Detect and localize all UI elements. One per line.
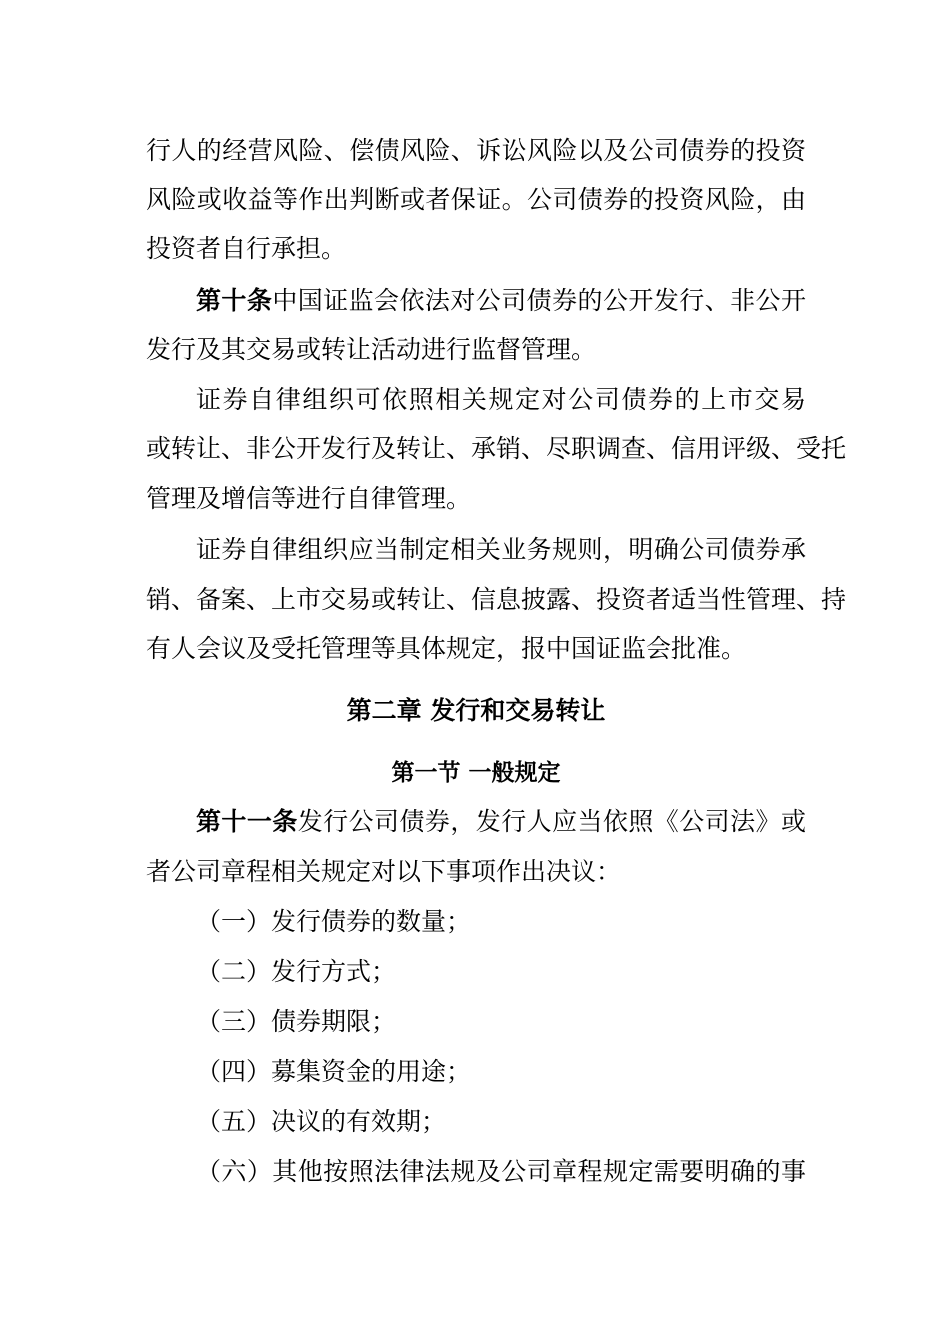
list-item: （二）发行方式； bbox=[196, 957, 397, 986]
paragraph-first-line: 证券自律组织应当制定相关业务规则，明确公司债券承 bbox=[196, 535, 806, 564]
article-text: 发行公司债券，发行人应当依照《公司法》或 bbox=[297, 807, 806, 836]
article-text: 中国证监会依法对公司债券的公开发行、非公开 bbox=[272, 286, 806, 315]
list-item: （三）债券期限； bbox=[196, 1007, 397, 1036]
paragraph-line: 销、备案、上市交易或转让、信息披露、投资者适当性管理、持 bbox=[146, 585, 847, 614]
section-heading: 第一节 一般规定 bbox=[391, 760, 561, 786]
paragraph-line: 有人会议及受托管理等具体规定，报中国证监会批准。 bbox=[146, 634, 747, 663]
chapter-heading: 第二章 发行和交易转让 bbox=[346, 696, 606, 725]
article-label: 第十一条 bbox=[196, 807, 298, 836]
paragraph-line: 管理及增信等进行自律管理。 bbox=[146, 484, 472, 513]
article-10-first-line bbox=[196, 283, 806, 319]
article-11-first-line bbox=[196, 804, 806, 840]
paragraph-line: 者公司章程相关规定对以下事项作出决议： bbox=[146, 857, 622, 886]
list-item: （四）募集资金的用途； bbox=[196, 1057, 472, 1086]
paragraph-line: 投资者自行承担。 bbox=[146, 234, 347, 263]
list-item: （一）发行债券的数量； bbox=[196, 907, 472, 936]
article-label: 第十条 bbox=[196, 286, 273, 315]
paragraph-line: 发行及其交易或转让活动进行监督管理。 bbox=[146, 335, 597, 364]
paragraph-first-line: 证券自律组织可依照相关规定对公司债券的上市交易 bbox=[196, 385, 806, 414]
paragraph-line: 或转让、非公开发行及转让、承销、尽职调查、信用评级、受托 bbox=[146, 434, 847, 463]
paragraph-line: 行人的经营风险、偿债风险、诉讼风险以及公司债券的投资 bbox=[146, 136, 806, 165]
list-item: （五）决议的有效期； bbox=[196, 1107, 447, 1136]
list-item: （六）其他按照法律法规及公司章程规定需要明确的事 bbox=[196, 1157, 806, 1186]
paragraph-line: 风险或收益等作出判断或者保证。公司债券的投资风险，由 bbox=[146, 185, 806, 214]
